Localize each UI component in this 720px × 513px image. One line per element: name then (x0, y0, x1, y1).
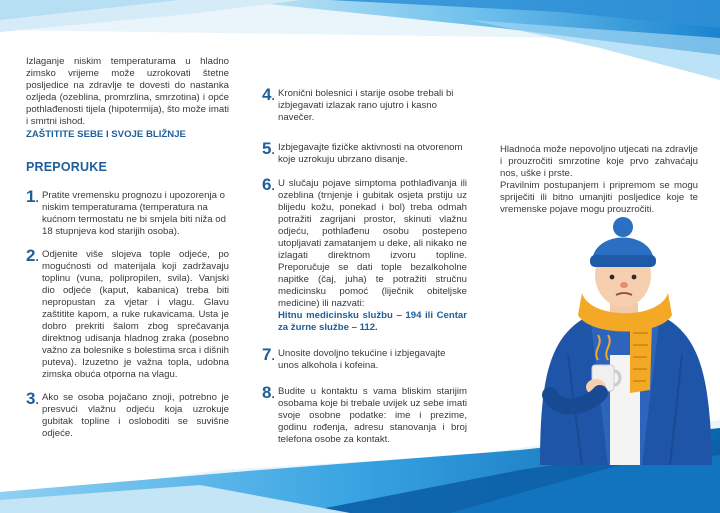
item-number: 3. (26, 389, 39, 408)
recommendations-title: PREPORUKE (26, 160, 107, 174)
list-item-1 (26, 187, 229, 238)
list-item-4 (262, 85, 467, 124)
intro-highlight: ZAŠTITITE SEBE I SVOJE BLIŽNJE (26, 129, 186, 140)
list-item-7 (262, 345, 467, 372)
item-text: Izbjegavajte fizičke aktivnosti na otvorenom koje uzrokuju ubrzano disanje. (278, 142, 463, 165)
item-text: Odjenite više slojeva tople odjeće, po mogućnosti od materijala koji zadržavaju toplinu (vuna, polipropilen, svila). Vanjski dio odjeće (kaput, kabanica) treba biti nepropustan za vjetar i vlagu. Glavu zaštitite kapom, a ruke rukavicama. Usta je dobro prekriti šalom zbog sprečavanja direktnog udisanja hladnog zraka (posebno važno za bolesnike s bolestima srca i dišnih puteva). Izuzetno je važna topla, udobna zimska obuća otporna na vlagu. (42, 249, 229, 380)
item-number: 4. (262, 85, 275, 104)
item-text: Unosite dovoljno tekućine i izbjegavajte unos alkohola i kofeina. (278, 348, 446, 371)
right-paragraph-2: Pravilnim postupanjem i pripremom se mogu spriječiti ili bitno umanjiti posljedice koje te vremenske pojave mogu prouzročiti. (500, 180, 698, 215)
item-number: 5. (262, 139, 275, 158)
list-item-3 (26, 389, 229, 440)
middle-column (262, 85, 467, 446)
list-item-6 (262, 175, 467, 334)
cold-person-illustration (530, 215, 720, 465)
right-paragraph-1: Hladnoća može nepovoljno utjecati na zdravlje i prouzročiti smrzotine koje prvo zahvaćaju nos, uške i prste. (500, 144, 698, 179)
list-item-5 (262, 139, 467, 166)
item-text: Kronični bolesnici i starije osobe trebali bi izbjegavati izlazak rano ujutro i kasno navečer. (278, 88, 454, 123)
item-text: Budite u kontaktu s vama bliskim starijim osobama koje bi trebale uvijek uz sebe imati svoje osobne podatke: ime i prezime, godinu rođenja, adresu stanovanja i broj telefona osobe za kontakt. (278, 386, 467, 445)
item-number: 6. (262, 175, 275, 194)
item-text: Pratite vremensku prognozu i upozorenja o niskim temperaturama (temperatura na kućnom termostatu ne bi smjela biti niža od 18 stupnjeva kod starijih osoba). (42, 190, 226, 237)
right-column (500, 144, 698, 216)
item-text: U slučaju pojave simptoma pothlađivanja ili ozeblina (trnjenje i gubitak osjeta prstiju uz blijedu kožu, ponekad i bol) treba odmah potražiti zagrijani prostor, skinuti vlažnu odjeću, pothlađenu osobu postepeno utopljavati zamatanjem u deke, ali nikako ne izlagati direktnom izvoru topline. Preporučuje se dati tople bezalkoholne napitke (čaj, juha) te potražiti stručnu medicinsku pomoć (liječnik obiteljske medicine) ili nazvati: (278, 178, 467, 309)
intro-text: Izlaganje niskim temperaturama u hladno zimsko vrijeme može uzrokovati štetne posljedice na zdravlje te dovesti do nastanka ozljeda (ozeblina, promrzlina, smrzotina) i opće pothlađenosti tijela (hipotermija), što može imati i smrtni ishod. (26, 56, 229, 127)
list-item-8 (262, 383, 467, 446)
list-item-2 (26, 246, 229, 381)
item-number: 2. (26, 246, 39, 265)
emergency-numbers: Hitnu medicinsku službu – 194 ili Centar za žurne službe – 112. (278, 310, 467, 333)
item-text: Ako se osoba pojačano znoji, potrebno je presvući vlažnu odjeću koja uzrokuje gubitak topline i osloboditi se suvišne odjeće. (42, 392, 229, 439)
left-column (26, 56, 229, 440)
item-number: 8. (262, 383, 275, 402)
item-number: 1. (26, 187, 39, 206)
item-number: 7. (262, 345, 275, 364)
